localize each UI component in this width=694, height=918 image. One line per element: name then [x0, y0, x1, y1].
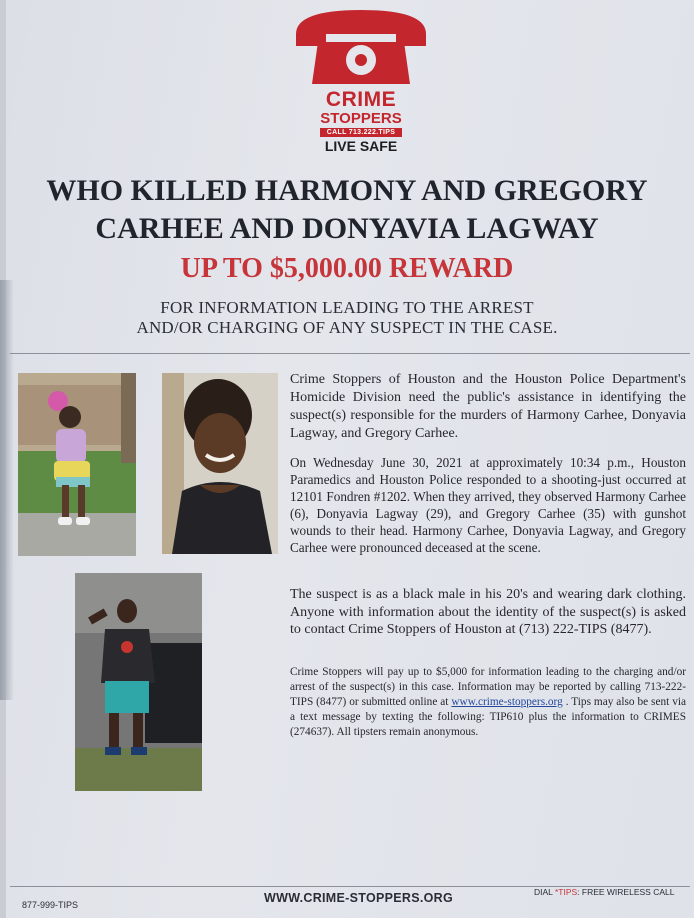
headline-line-1: WHO KILLED HARMONY AND GREGORY: [46, 174, 648, 207]
body-paragraph-3: The suspect is as a black male in his 20's and wearing dark clothing. Anyone with information about the identity of the suspect(s) is asked to contact Crime Stoppers of Houston at (713) 222-TIPS (8477).: [290, 587, 686, 637]
footer-wireless: [534, 887, 674, 897]
footer-website: WWW.CRIME-STOPPERS.ORG: [264, 891, 454, 905]
logo-crime-text: CRIME: [325, 88, 397, 111]
footer-dial-text: DIAL: [534, 887, 555, 897]
reward-heading: UP TO $5,000.00 REWARD: [180, 253, 514, 284]
reward-info-text: Crime Stoppers will pay up to $5,000 for information leading to the charging and/or arrest of the suspect(s) in this case. Information may be reported by calling 713-222-TIPS (8477) or submitted online at: [290, 666, 686, 708]
body-paragraph-4: [290, 665, 686, 740]
telephone-icon: [292, 4, 430, 88]
photo-woman-victim: [162, 373, 278, 554]
photo-child-victim: [18, 373, 136, 556]
footer-phone: 877-999-TIPS: [22, 900, 79, 910]
subheading-line-2: AND/OR CHARGING OF ANY SUSPECT IN THE CASE.: [136, 318, 558, 337]
subheading-line-1: FOR INFORMATION LEADING TO THE ARREST: [160, 298, 534, 317]
logo-stoppers-text: STOPPERS: [320, 110, 402, 127]
footer-free-call-text: : FREE WIRELESS CALL: [577, 887, 675, 897]
body-paragraph-2: On Wednesday June 30, 2021 at approximately 10:34 p.m., Houston Paramedics and Houston Police responded to a shooting-just occurred at 12101 Fondren #1202. When they arrived, they observed Harmony Carhee (6), Donyavia Lagway (29), and Gregory Carhee (35) with gunshot wounds to their head. Harmony Carhee, Donyavia Lagway, and Gregory Carhee were pronounced deceased at the scene.: [290, 455, 686, 555]
tips-info-text: . Tips may also be sent via a text message by texting the following: TIP610 plus the information to CRIMES (274637). All tipsters remain anonymous.: [290, 696, 687, 738]
crime-stoppers-logo: [292, 4, 430, 154]
logo-call-text: CALL 713.222.TIPS: [320, 128, 402, 137]
body-paragraph-1: Crime Stoppers of Houston and the Houston Police Department's Homicide Division need the public's assistance in identifying the suspect(s) responsible for the murders of Harmony Carhee, Donyavia Lagway, and Gregory Carhee.: [290, 372, 686, 441]
page-shadow: [0, 280, 14, 700]
divider-top: [10, 353, 690, 354]
crime-stoppers-link[interactable]: www.crime-stoppers.org: [451, 696, 563, 708]
photo-man-victim: [75, 573, 202, 791]
logo-tagline: LIVE SAFE: [324, 138, 398, 154]
footer-tips-text: *TIPS: [554, 887, 578, 897]
headline-line-2: CARHEE AND DONYAVIA LAGWAY: [95, 212, 599, 245]
